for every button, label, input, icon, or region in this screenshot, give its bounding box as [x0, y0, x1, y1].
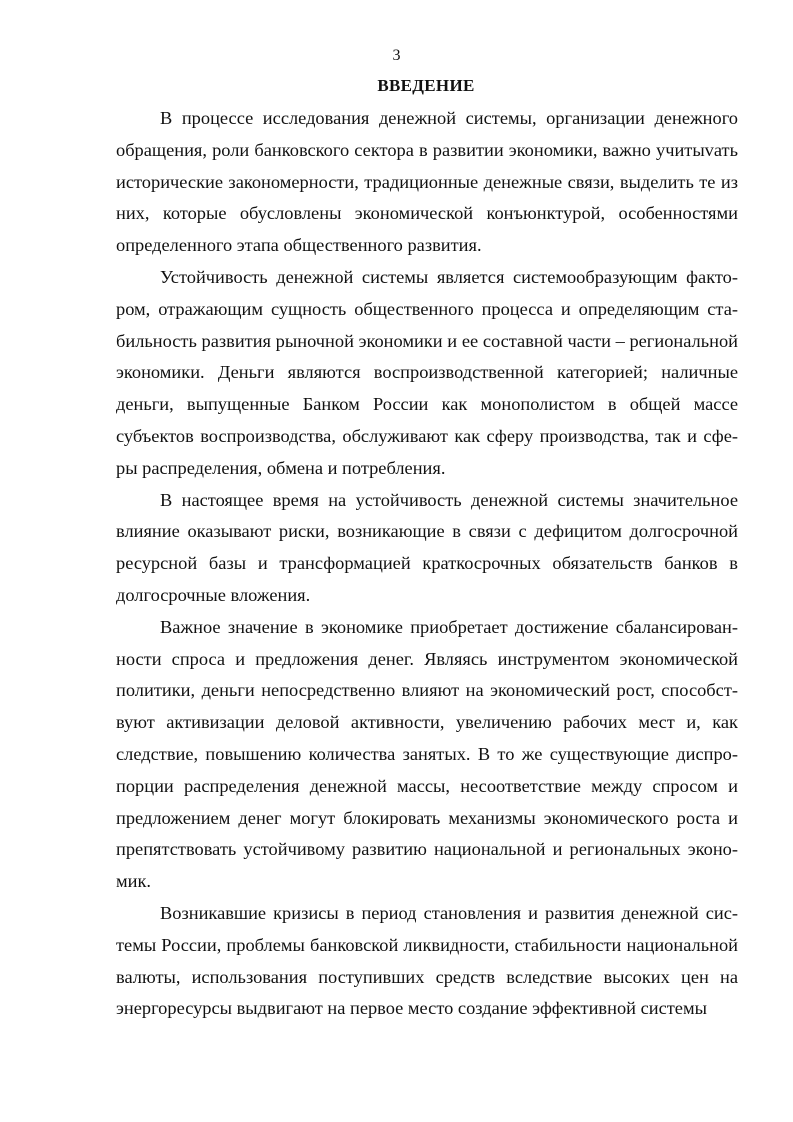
paragraph: Важное значение в экономике приобретает достижение сбалансированности спроса и предложения денег. Являясь инструментом экономической политики, деньги непосредственно влияют на экономический рост, способствуют активизации деловой активности, увеличению рабочих мест и, как следствие, повышению количества занятых. В то же существующие диспропорции распределения денежной массы, несоответствие между спросом и предложением денег могут блокировать механизмы экономического роста и препятствовать устойчивому развитию национальной и региональных экономик.	[116, 616, 738, 892]
paragraph: Устойчивость денежной системы является системообразующим фактором, отражающим сущность общественного процесса и определяющим стабильность развития рыночной экономики и ее составной части – региональной экономики. Деньги являются воспроизводственной категорией; наличные деньги, выпущенные Банком России как монополистом в общей массе субъектов воспроизводства, обслуживают как сферу производства, так и сферы распределения, обмена и потребления.	[116, 266, 738, 478]
paragraph: В настоящее время на устойчивость денежной системы значительное влияние оказывают риски, возникающие в связи с дефицитом долгосрочной ресурсной базы и трансформацией краткосрочных обязательств банков в долгосрочные вложения.	[116, 489, 738, 605]
paragraph: В процессе исследования денежной системы, организации денежного обращения, роли банковского сектора в развитии экономики, важно учитыvать исторические закономерности, традиционные денежные связи, выделить те из них, которые обусловлены экономической конъюнктурой, особенностями определенного этапа общественного развития.	[116, 108, 738, 256]
paragraph: Возникавшие кризисы в период становления и развития денежной системы России, проблемы банковской ликвидности, стабильности национальной валюты, использования поступивших средств вследствие высоких цен на энергоресурсы выдвигают на первое место создание эффективной системы	[116, 902, 738, 1019]
body-text	[116, 103, 738, 1025]
section-heading: ВВЕДЕНИЕ	[377, 76, 475, 95]
page-number: 3	[392, 47, 401, 64]
